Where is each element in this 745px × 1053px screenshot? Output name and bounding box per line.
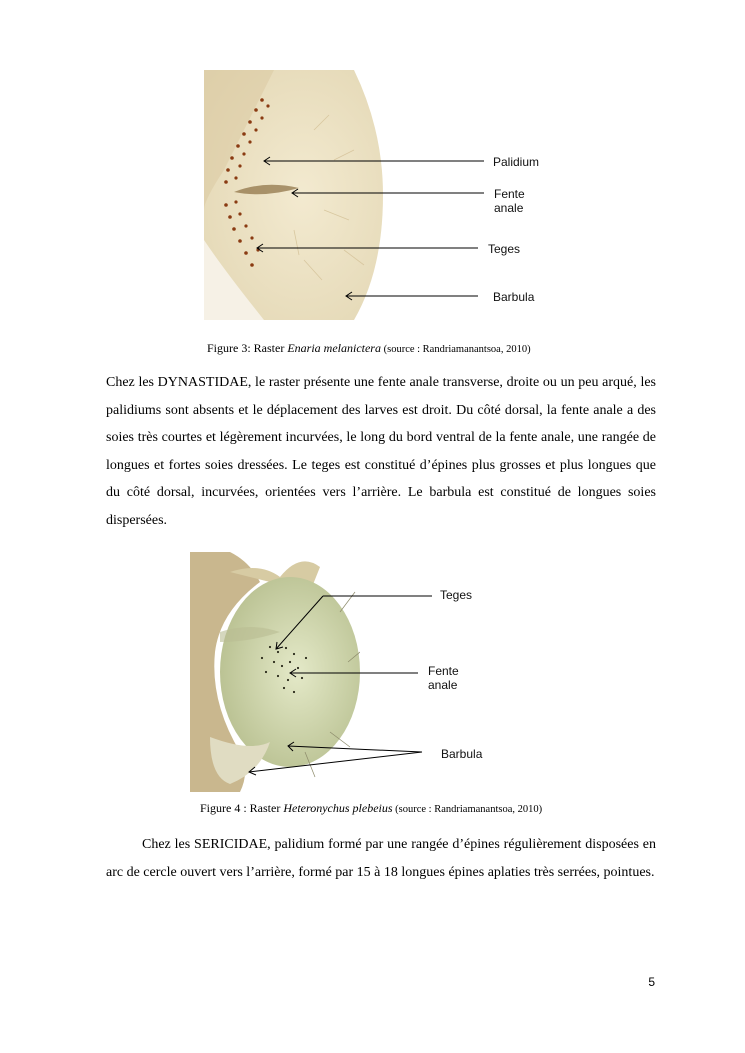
caption-prefix: Figure 3: Raster [207, 341, 288, 355]
label-barbula: Barbula [441, 747, 483, 761]
caption-species: Enaria melanictera [287, 341, 381, 355]
label-fente-anale: Fente anale [494, 187, 525, 215]
label-fente-anale: Fente anale [428, 664, 459, 692]
page-number: 5 [648, 975, 655, 989]
label-teges: Teges [440, 588, 473, 602]
caption-source: (source : Randriamanantsoa, 2010) [392, 804, 543, 815]
label-palidium: Palidium [493, 155, 540, 169]
caption-prefix: Figure 4 : Raster [200, 801, 284, 815]
caption-species: Heteronychus plebeius [283, 801, 393, 815]
paragraph-dynastidae: Chez les DYNASTIDAE, le raster présente une fente anale transverse, droite ou un peu arqué, les palidiums sont absents et le déplacement des larves est droit. Du côté dorsal, la fente anale a des soies très courtes et légèrement incurvées, le long du bord ventral de la fente anale, une rangée de longues et fortes soies dressées. Le teges est constitué d’épines plus grosses et plus longues que du côté dorsal, incurvées, orientées vers l’arrière. Le barbula est constitué de longues soies dispersées. [106, 375, 656, 528]
label-teges: Teges [488, 242, 521, 256]
figure-4-caption [200, 801, 542, 816]
caption-source: (source : Randriamanantsoa, 2010) [380, 344, 531, 355]
paragraph-sericidae: Chez les SERICIDAE, palidium formé par une rangée d’épines régulièrement disposées en arc de cercle ouvert vers l’arrière, formé par 15 à 18 longues épines aplaties très serrées, pointues. [106, 837, 656, 880]
label-barbula: Barbula [493, 290, 535, 304]
